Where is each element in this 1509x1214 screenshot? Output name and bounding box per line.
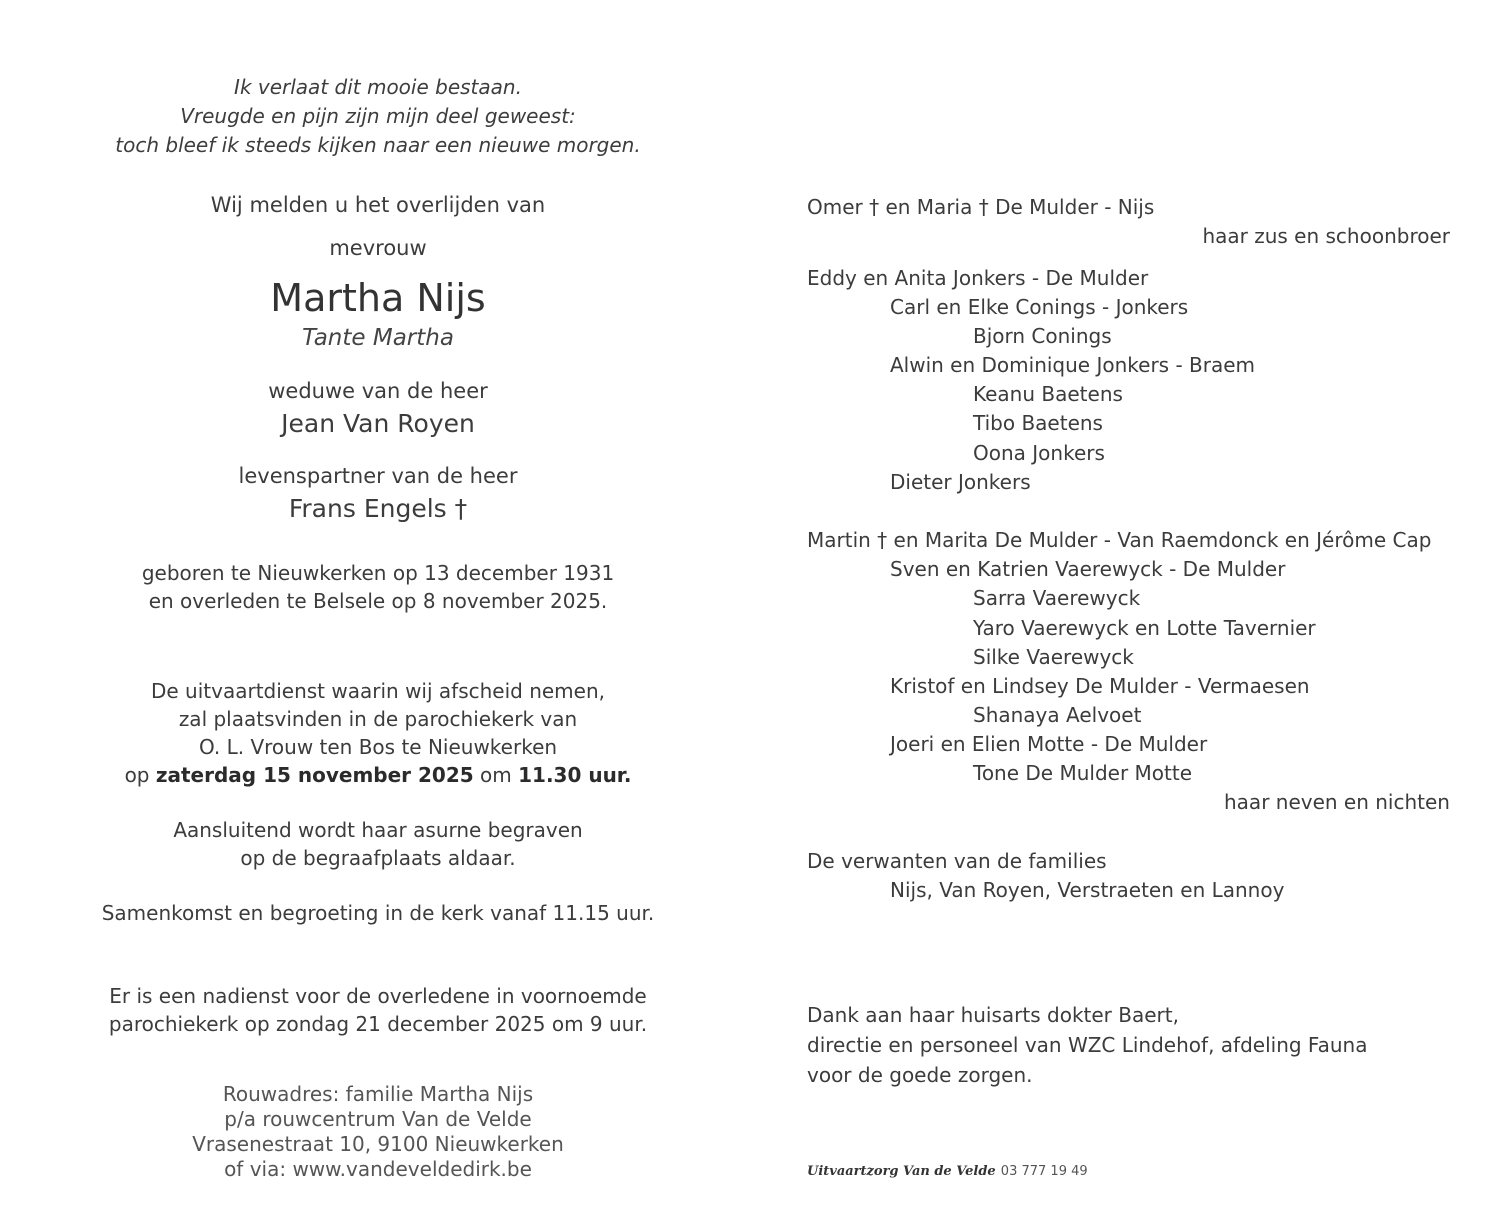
- nickname: Tante Martha: [302, 325, 454, 351]
- family-line: Bjorn Conings: [973, 324, 1112, 348]
- service-info: [60, 677, 696, 789]
- widow-label: weduwe van de heer: [268, 379, 488, 403]
- family-line: Shanaya Aelvoet: [973, 703, 1142, 727]
- family-line: Tone De Mulder Motte: [973, 761, 1193, 785]
- birth-line: geboren te Nieuwkerken op 13 december 1931: [141, 561, 615, 585]
- family-line: Carl en Elke Conings - Jonkers: [890, 295, 1189, 319]
- memorial-line: parochiekerk op zondag 21 december 2025 om 9 uur.: [108, 1012, 648, 1036]
- service-date-prefix: op: [124, 763, 156, 787]
- thanks-line: directie en personeel van WZC Lindehof, afdeling Fauna: [807, 1033, 1368, 1057]
- partner-label: levenspartner van de heer: [238, 464, 518, 488]
- burial-line: Aansluitend wordt haar asurne begraven: [173, 818, 583, 842]
- poem-line: Ik verlaat dit mooie bestaan.: [234, 75, 522, 99]
- family-line: Dieter Jonkers: [890, 470, 1031, 494]
- memorial-line: Er is een nadienst voor de overledene in voornoemde: [109, 984, 647, 1008]
- family-line: Eddy en Anita Jonkers - De Mulder: [807, 266, 1149, 290]
- address-line: of via: www.vandeveldedirk.be: [224, 1157, 532, 1181]
- poem-line: toch bleef ik steeds kijken naar een nieuwe morgen.: [115, 133, 641, 157]
- siblings-relation: haar zus en schoonbroer: [1202, 224, 1450, 248]
- service-date-line: [60, 761, 696, 789]
- title-text: mevrouw: [329, 236, 427, 260]
- address-line: Vrasenestraat 10, 9100 Nieuwkerken: [192, 1132, 564, 1156]
- thanks-line: Dank aan haar huisarts dokter Baert,: [807, 1003, 1179, 1027]
- nephews-relation: haar neven en nichten: [1224, 790, 1450, 814]
- service-line: zal plaatsvinden in de parochiekerk van: [178, 707, 578, 731]
- service-date: zaterdag 15 november 2025: [155, 763, 474, 787]
- gathering-info: Samenkomst en begroeting in de kerk vanaf 11.15 uur.: [101, 901, 655, 925]
- address-line: Rouwadres: familie Martha Nijs: [222, 1082, 534, 1106]
- thanks-line: voor de goede zorgen.: [807, 1063, 1033, 1087]
- memorial-info: [60, 982, 696, 1038]
- family-line: Sven en Katrien Vaerewyck - De Mulder: [890, 557, 1286, 581]
- family-line: Alwin en Dominique Jonkers - Braem: [890, 353, 1256, 377]
- burial-line: op de begraafplaats aldaar.: [240, 846, 516, 870]
- address-line: p/a rouwcentrum Van de Velde: [224, 1107, 532, 1131]
- poem-line: Vreugde en pijn zijn mijn deel geweest:: [180, 104, 576, 128]
- family-line: Tibo Baetens: [973, 411, 1103, 435]
- address-block: [60, 1082, 696, 1182]
- family-line: Oona Jonkers: [973, 441, 1105, 465]
- relatives-names: Nijs, Van Royen, Verstraeten en Lannoy: [890, 878, 1285, 902]
- funeral-home-footer: [807, 1160, 1088, 1179]
- funeral-home-phone: 03 777 19 49: [1000, 1164, 1088, 1179]
- poem: [60, 73, 696, 160]
- intro-text: Wij melden u het overlijden van: [210, 193, 546, 217]
- funeral-home-logo: Uitvaartzorg Van de Velde: [807, 1164, 996, 1179]
- family-line: Yaro Vaerewyck en Lotte Tavernier: [973, 616, 1316, 640]
- siblings-line: Omer † en Maria † De Mulder - Nijs: [807, 195, 1155, 219]
- family-line: Kristof en Lindsey De Mulder - Vermaesen: [890, 674, 1310, 698]
- partner-name: Frans Engels †: [288, 494, 468, 523]
- husband-name: Jean Van Royen: [281, 409, 475, 438]
- relatives-label: De verwanten van de families: [807, 849, 1107, 873]
- deceased-name: Martha Nijs: [270, 276, 486, 320]
- family-line: Silke Vaerewyck: [973, 645, 1134, 669]
- family-line: Sarra Vaerewyck: [973, 586, 1141, 610]
- family-line: Martin † en Marita De Mulder - Van Raemdonck en Jérôme Cap: [807, 528, 1432, 552]
- thanks-block: [807, 1000, 1367, 1090]
- service-line: O. L. Vrouw ten Bos te Nieuwkerken: [198, 735, 558, 759]
- family-line: Joeri en Elien Motte - De Mulder: [890, 732, 1208, 756]
- death-line: en overleden te Belsele op 8 november 2025.: [148, 589, 608, 613]
- service-time-prefix: om: [473, 763, 519, 787]
- burial-info: [60, 816, 696, 872]
- service-line: De uitvaartdienst waarin wij afscheid nemen,: [150, 679, 605, 703]
- birth-death: [60, 559, 696, 615]
- service-time: 11.30 uur.: [518, 763, 632, 787]
- family-line: Keanu Baetens: [973, 382, 1123, 406]
